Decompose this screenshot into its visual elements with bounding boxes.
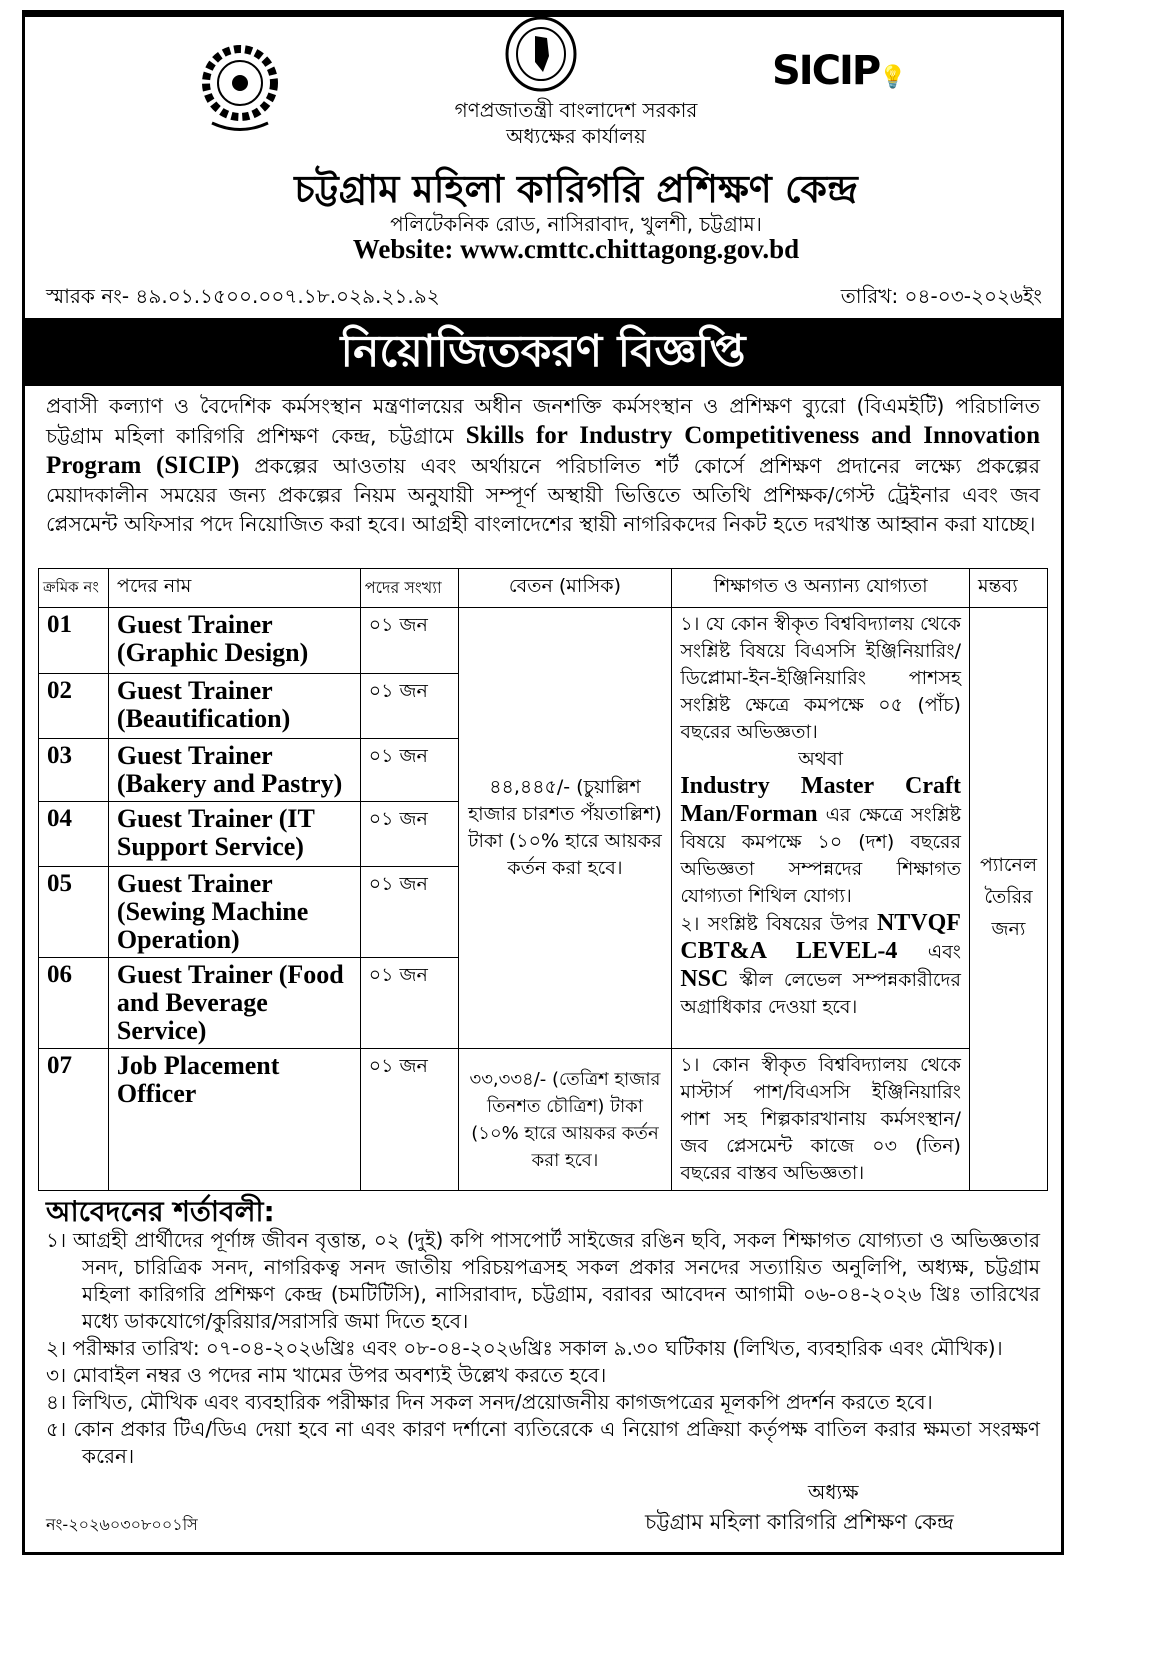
table-row: 07 Job Placement Officer ০১ জন ৩৩,৩৩৪/- (তেত্রিশ হাজার তিনশত চৌত্রিশ) টাকা (১০% হারে আয়কর কর্তন করা হবে। ১। কোন স্বীকৃত বিশ্ববিদ্যালয় থেকে মাস্টার্স পাশ/বিএসসি ইঞ্জিনিয়ারিং পাশ সহ শিল্পকারখানায় কর্মসংস্থান/ জব প্লেসমেন্ট কাজে ০৩ (তিন) বছরের বাস্তব অভিজ্ঞতা। (39, 1049, 1048, 1191)
website-link[interactable]: Website: www.cmttc.chittagong.gov.bd (352, 234, 800, 264)
condition-item: ৩। মোবাইল নম্বর ও পদের নাম খামের উপর অবশ্যই উল্লেখ করতে হবে। (46, 1363, 607, 1387)
qualification-officer: ১। কোন স্বীকৃত বিশ্ববিদ্যালয় থেকে মাস্টার্স পাশ/বিএসসি ইঞ্জিনিয়ারিং পাশ সহ শিল্পকারখানায় কর্মসংস্থান/ জব প্লেসমেন্ট কাজে ০৩ (তিন) বছরের বাস্তব অভিজ্ঞতা। (672, 1049, 970, 1191)
conditions-section (46, 1195, 1040, 1470)
table-row: 06 Guest Trainer (Food and Beverage Service) ০১ জন (39, 958, 1048, 1049)
condition-item: ১। আগ্রহী প্রার্থীদের পূর্ণাঙ্গ জীবন বৃত্তান্ত, ০২ (দুই) কপি পাসপোর্ট সাইজের রঙিন ছবি, সকল শিক্ষাগত যোগ্যতা ও অভিজ্ঞতার সনদ, চারিত্রিক সনদ, নাগরিকত্ব সনদ জাতীয় পরিচয়পত্রসহ সকল প্রকার সনদের সত্যায়িত অনুলিপি, অধ্যক্ষ, চট্টগ্রাম মহিলা কারিগরি প্রশিক্ষণ কেন্দ্র (চমটিটিসি), নাসিরাবাদ, চট্টগ্রাম, বরাবর আবেদন আগামী ০৬-০৪-২০২৬ খ্রিঃ তারিখের মধ্যে ডাকযোগে/কুরিয়ার/সরাসরি জমা দিতে হবে। (46, 1228, 1040, 1333)
government-seal-icon (503, 16, 579, 92)
intro-paragraph: প্রবাসী কল্যাণ ও বৈদেশিক কর্মসংস্থান মন্ত্রণালয়ের অধীন জনশক্তি কর্মসংস্থান ও প্রশিক্ষণ ব্যুরো (বিএমইটি) পরিচালিত চট্টগ্রাম মহিলা কারিগরি প্রশিক্ষণ কেন্দ্র, চট্টগ্রামে Skills for Industry Competitiveness and Innovation Program (SICIP) প্রকল্পের আওতায় এবং অর্থায়নে পরিচালিত শর্ট কোর্সে প্রশিক্ষণ প্রদানের লক্ষ্যে প্রকল্পের মেয়াদকালীন সময়ের জন্য প্রকল্পের নিয়ম অনুযায়ী সম্পূর্ণ অস্থায়ী ভিত্তিতে অতিথি প্রশিক্ষক/গেস্ট ট্রেইনার এবং জব প্লেসমেন্ট অফিসার পদে নিয়োজিত করা হবে। আগ্রহী বাংলাদেশের স্থায়ী নাগরিকদের নিকট হতে দরখাস্ত আহ্বান করা যাচ্ছে। (46, 394, 1040, 536)
col-post: পদের নাম (108, 569, 360, 608)
col-qualification: শিক্ষাগত ও অন্যান্য যোগ্যতা (672, 569, 970, 608)
memo-number: স্মারক নং- ৪৯.০১.১৫০০.০০৭.১৮.০২৯.২১.৯২ (46, 284, 440, 308)
notice-title: নিয়োজিতকরণ বিজ্ঞপ্তি (25, 318, 1061, 386)
col-serial: ক্রমিক নং (39, 569, 109, 608)
signature-institute: চট্টগ্রাম মহিলা কারিগরি প্রশিক্ষণ কেন্দ্র (645, 1510, 954, 1534)
government-name: গণপ্রজাতন্ত্রী বাংলাদেশ সরকার (454, 98, 698, 122)
vacancy-table (38, 568, 1048, 1191)
bulb-icon: 💡 (879, 65, 905, 90)
table-row: 05 Guest Trainer (Sewing Machine Operation) ০১ জন (39, 867, 1048, 958)
table-header-row (39, 569, 1048, 608)
table-row: 01 Guest Trainer (Graphic Design) ০১ জন ৪৪,৪৪৫/- (চুয়াল্লিশ হাজার চারশত পঁয়তাল্লিশ) টাকা (১০% হারে আয়কর কর্তন করা হবে। ১। যে কোন স্বীকৃত বিশ্ববিদ্যালয় থেকে সংশ্লিষ্ট বিষয়ে বিএসসি ইঞ্জিনিয়ারিং/ ডিপ্লোমা-ইন-ইঞ্জিনিয়ারিং পাশসহ সংশ্লিষ্ট ক্ষেত্রে কমপক্ষে ০৫ (পাঁচ) বছরের অভিজ্ঞতা। অথবা Industry Master Craft Man/Forman এর ক্ষেত্রে সংশ্লিষ্ট বিষয়ে কমপক্ষে ১০ (দশ) বছরের অভিজ্ঞতা সম্পন্নদের শিক্ষাগত যোগ্যতা শিথিল যোগ্য। ২। সংশ্লিষ্ট বিষয়ের উপর NTVQF CBT&A LEVEL-4 এবং NSC স্কীল লেভেল সম্পন্নকারীদের অগ্রাধিকার দেওয়া হবে। প্যানেল তৈরির জন্য (39, 608, 1048, 674)
salary-trainer: ৪৪,৪৪৫/- (চুয়াল্লিশ হাজার চারশত পঁয়তাল্লিশ) টাকা (১০% হারে আয়কর কর্তন করা হবে। (458, 608, 672, 1049)
col-salary: বেতন (মাসিক) (458, 569, 672, 608)
address: পলিটেকনিক রোড, নাসিরাবাদ, খুলশী, চট্টগ্রাম। (390, 212, 762, 236)
signature-designation: অধ্যক্ষ (808, 1480, 859, 1504)
table-row: 03 Guest Trainer (Bakery and Pastry) ০১ জন (39, 739, 1048, 802)
condition-item: ৫। কোন প্রকার টিএ/ডিএ দেয়া হবে না এবং কারণ দর্শানো ব্যতিরেকে এ নিয়োগ প্রক্রিয়া কর্তৃপক্ষ বাতিল করার ক্ষমতা সংরক্ষণ করেন। (46, 1417, 1040, 1468)
col-remarks: মন্তব্য (969, 569, 1047, 608)
office-name: অধ্যক্ষের কার্যালয় (506, 124, 646, 148)
table-row: 04 Guest Trainer (IT Support Service) ০১ জন (39, 802, 1048, 867)
table-row: 02 Guest Trainer (Beautification) ০১ জন (39, 674, 1048, 739)
conditions-title: আবেদনের শর্তাবলী: (46, 1195, 275, 1228)
remarks: প্যানেল তৈরির জন্য (969, 608, 1047, 1191)
salary-officer: ৩৩,৩৩৪/- (তেত্রিশ হাজার তিনশত চৌত্রিশ) টাকা (১০% হারে আয়কর কর্তন করা হবে। (458, 1049, 672, 1191)
condition-item: ২। পরীক্ষার তারিখ: ০৭-০৪-২০২৬খ্রিঃ এবং ০৮-০৪-২০২৬খ্রিঃ সকাল ৯.৩০ ঘটিকায় (লিখিত, ব্যবহারিক এবং মৌখিক)। (46, 1336, 1003, 1360)
qualification-trainer: ১। যে কোন স্বীকৃত বিশ্ববিদ্যালয় থেকে সংশ্লিষ্ট বিষয়ে বিএসসি ইঞ্জিনিয়ারিং/ ডিপ্লোমা-ইন-ইঞ্জিনিয়ারিং পাশসহ সংশ্লিষ্ট ক্ষেত্রে কমপক্ষে ০৫ (পাঁচ) বছরের অভিজ্ঞতা। অথবা Industry Master Craft Man/Forman এর ক্ষেত্রে সংশ্লিষ্ট বিষয়ে কমপক্ষে ১০ (দশ) বছরের অভিজ্ঞতা সম্পন্নদের শিক্ষাগত যোগ্যতা শিথিল যোগ্য। ২। সংশ্লিষ্ট বিষয়ের উপর NTVQF CBT&A LEVEL-4 এবং NSC স্কীল লেভেল সম্পন্নকারীদের অগ্রাধিকার দেওয়া হবে। (672, 608, 970, 1049)
institute-name: চট্টগ্রাম মহিলা কারিগরি প্রশিক্ষণ কেন্দ্র (294, 167, 858, 211)
col-count: পদের সংখ্যা (360, 569, 458, 608)
condition-item: ৪। লিখিত, মৌখিক এবং ব্যবহারিক পরীক্ষার দিন সকল সনদ/প্রয়োজনীয় কাগজপত্রের মূলকপি প্রদর্শন করতে হবে। (46, 1390, 933, 1414)
notice-date: তারিখ: ০৪-০৩-২০২৬ইং (840, 284, 1042, 308)
footer-reference: নং-২০২৬০৩০৮০০১সি (46, 1515, 198, 1534)
sicip-logo: SICIP💡 (772, 48, 905, 94)
